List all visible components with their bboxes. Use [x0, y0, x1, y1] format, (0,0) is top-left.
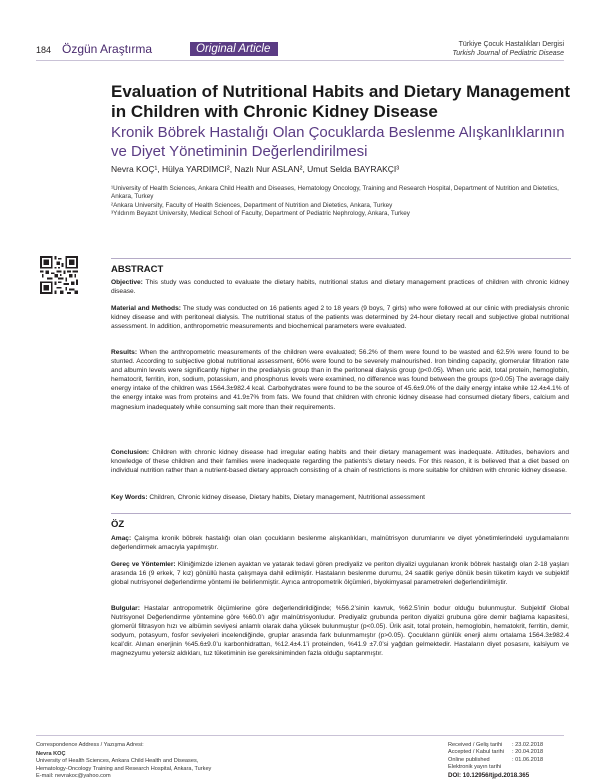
correspondence-line-1: University of Health Sciences, Ankara Child Health and Diseases,: [36, 758, 199, 765]
methods-text: The study was conducted on 16 patients aged 2 to 18 years (9 boys, 7 girls) who were followed at our clinic with predialysis chronic kidney disease and with peritoneal dialysis. The nutritional status of the patients was determined by 24-hour dietary recall and subjective global nutritional assessment. In addition, anthropometric measurements and biochemical parameters were evaluated.: [111, 305, 570, 331]
journal-tag: Özgün Araştırma: [62, 42, 153, 56]
objective-text: This study was conducted to evaluate the dietary habits, nutritional status and dietary management practices of children with chronic kidney disease.: [111, 279, 569, 296]
correspondence-line-2: Hematology-Oncology Training and Research Hospital, Ankara, Turkey: [36, 765, 212, 772]
oz-divider: [111, 513, 571, 514]
correspondence-label: Correspondence Address / Yazışma Adresi:: [36, 742, 144, 748]
article-title: Evaluation of Nutritional Habits and Dietary Management in Children with Chronic Kidney Disease: [111, 82, 571, 121]
objective-label: Objective:: [111, 279, 143, 286]
bulgular-label: Bulgular:: [111, 605, 140, 612]
date-online: Online published : 01.06.2018: [448, 756, 544, 763]
amac-label: Amaç:: [111, 535, 132, 542]
abstract-objective: [111, 278, 569, 296]
abstract-results: [111, 348, 569, 412]
correspondence-email: E-mail: nevrakoc@yahoo.com: [36, 772, 111, 779]
abstract-heading: ABSTRACT: [111, 264, 164, 275]
bulgular-text: Hastalar antropometrik ölçümlerine göre değerlendirildiğinde; %56.2’sinin kavruk, %62.5’inin bodur olduğu bulunmuştur. Subjektif Global Nutrisyonel Değerlendirme yöntemine göre %60.0’ı ağır malnütrisyonludur. Prediyaliz grubunda periton diyalizi grubuna göre demir bağlama kapasitesi, glomerül filtrasyon hızı ve albümin seviyesi anlamlı olarak daha yüksek bulunmuştur (p<0.05). Ürik asit, total protein, hemoglobin, hematokrit, ferritin, demir, sodyum, potasyum, fosfor seviyeleri incelendiğinde, gruplar arasında fark bulunmamıştır (p>0.05). Çocukların günlük enerji alımı ortalama 1564.3±982.4 kcal’dir. Alınan enerjinin %45.6±9.0’u karbonhidrattan, %12.4±4.1’i proteinden, %41.9 ±7.0’si yağdan gelmektedir. Hastaların diyet posasını, kalsiyum ve magnezyumu yetersiz aldıkları, tuz tüketiminin ise gereksiniminden fazla olduğu saptanmıştır.: [111, 605, 569, 658]
header-divider: [36, 60, 564, 61]
qr-code-icon: [40, 256, 78, 294]
article-dates: [448, 742, 578, 772]
date-electronic: Elektronik yayın tarihi: [448, 764, 502, 771]
date-accepted: Accepted / Kabul tarihi : 20.04.2018: [448, 749, 544, 756]
keywords-label: Key Words:: [111, 494, 148, 501]
conclusion-label: Conclusion:: [111, 449, 150, 456]
affiliations: [111, 185, 571, 219]
affiliation-1: ¹University of Health Sciences, Ankara Child Health and Diseases, Hematology Oncology, Training and Research Hospital, Department of Nutrition and Dietetics, Ankara, Turkey: [111, 185, 559, 201]
author-list: Nevra KOÇ¹, Hülya YARDIMCI², Nazlı Nur ASLAN², Umut Selda BAYRAKÇI³: [111, 164, 400, 174]
correspondence-name: Nevra KOÇ: [36, 751, 66, 758]
doi-link[interactable]: DOI: 10.12956/tjpd.2018.365: [448, 772, 530, 779]
oz-yontem: [111, 560, 569, 587]
yontem-text: Kliniğimizde izlenen ayaktan ve yatarak tedavi gören prediyaliz ve periton diyalizi uygulanan kronik böbrek hastalığı olan 2-18 yaşları arasında 16 (9 erkek, 7 kız) gönüllü hasta çalışmaya dahil edilmiştir. Hastaların beslenme durumu, 24 saatlik geriye dönük besin tüketim kaydı ve subjektif global nutrisyonel değerlendirme yöntemi ile belirlenmiştir. Ayrıca antropometrik ölçümleri, biyokimyasal parametreleri değerlendirilmiştir.: [111, 561, 569, 587]
results-label: Results:: [111, 349, 138, 356]
affiliation-2: ²Ankara University, Faculty of Health Sciences, Department of Nutrition and Dietetics, Ankara, Turkey: [111, 201, 393, 209]
article-type-badge: Original Article: [190, 42, 278, 56]
journal-name-en: Turkish Journal of Pediatric Disease: [452, 50, 564, 57]
oz-amac: [111, 534, 569, 552]
abstract-divider: [111, 258, 571, 259]
abstract-keywords: [111, 493, 569, 502]
yontem-label: Gereç ve Yöntemler:: [111, 561, 176, 568]
keywords-text: Children, Chronic kidney disease, Dietary habits, Dietary management, Nutritional assessment: [149, 494, 425, 501]
footer-divider: [36, 735, 564, 736]
methods-label: Material and Methods:: [111, 305, 181, 312]
abstract-conclusion: [111, 448, 569, 475]
correspondence-address: [36, 742, 296, 780]
journal-name-tr: Türkiye Çocuk Hastalıkları Dergisi: [458, 41, 564, 48]
oz-heading: ÖZ: [111, 519, 125, 530]
journal-name: [452, 40, 564, 58]
affiliation-3: ³Yıldırım Beyazıt University, Medical School of Faculty, Department of Pediatric Nephrology, Ankara, Turkey: [111, 210, 410, 218]
results-text: When the anthropometric measurements of the children were evaluated; 56.2% of them were found to be wasted and 62.5% were found to be stunted. According to subjective global nutritional assessment, 60% were found to be severely malnourished. Iron binding capacity, glomerular filtration rate and albumin levels were significantly higher in the predialysis group than in the peritoneal dialysis group (p<0.05). When uric acid, total protein, hemoglobin, hematocrit, ferritin, iron, sodium, potassium, and phosphorus levels were examined, no difference was found between the groups (p>0.05) The average daily energy intake of the children was 1564.3±982.4 kcal. Carbohydrates were found to be the source of 45.6±9.0% of the daily energy intake while 12.4±4.1% of the energy intake was from proteins and 41.9±7% from fats. We found that children with chronic kidney disease had consumed dietary fibers, calcium and magnesium inadequately while consuming salt more than their requirements.: [111, 349, 569, 411]
article-subtitle: Kronik Böbrek Hastalığı Olan Çocuklarda Beslenme Alışkanlıklarının ve Diyet Yönetiminin Değerlendirilmesi: [111, 124, 565, 160]
amac-text: Çalışma kronik böbrek hastalığı olan olan çocukların beslenme alışkanlıkları, malnütrisyon durumlarını ve diyet yönetimlerindeki uygulamalarını değerlendirmek amacıyla yapılmıştır.: [111, 535, 569, 552]
abstract-methods: [111, 304, 569, 331]
date-received: Received / Geliş tarihi : 23.02.2018: [448, 742, 544, 748]
page-number: 184: [36, 45, 52, 55]
conclusion-text: Children with chronic kidney disease had irregular eating habits and their dietary management was inadequate. Attitudes, behaviors and knowledge of these children and their families were inadequate regarding the patients's dietary needs. For this reason, it is believed that a diet based on individual nutrition rather than a nutrient-based dietary approach consisting of a chain of restrictions is more suitable for children with chronic kidney disease.: [111, 449, 569, 475]
oz-bulgular: [111, 604, 569, 659]
